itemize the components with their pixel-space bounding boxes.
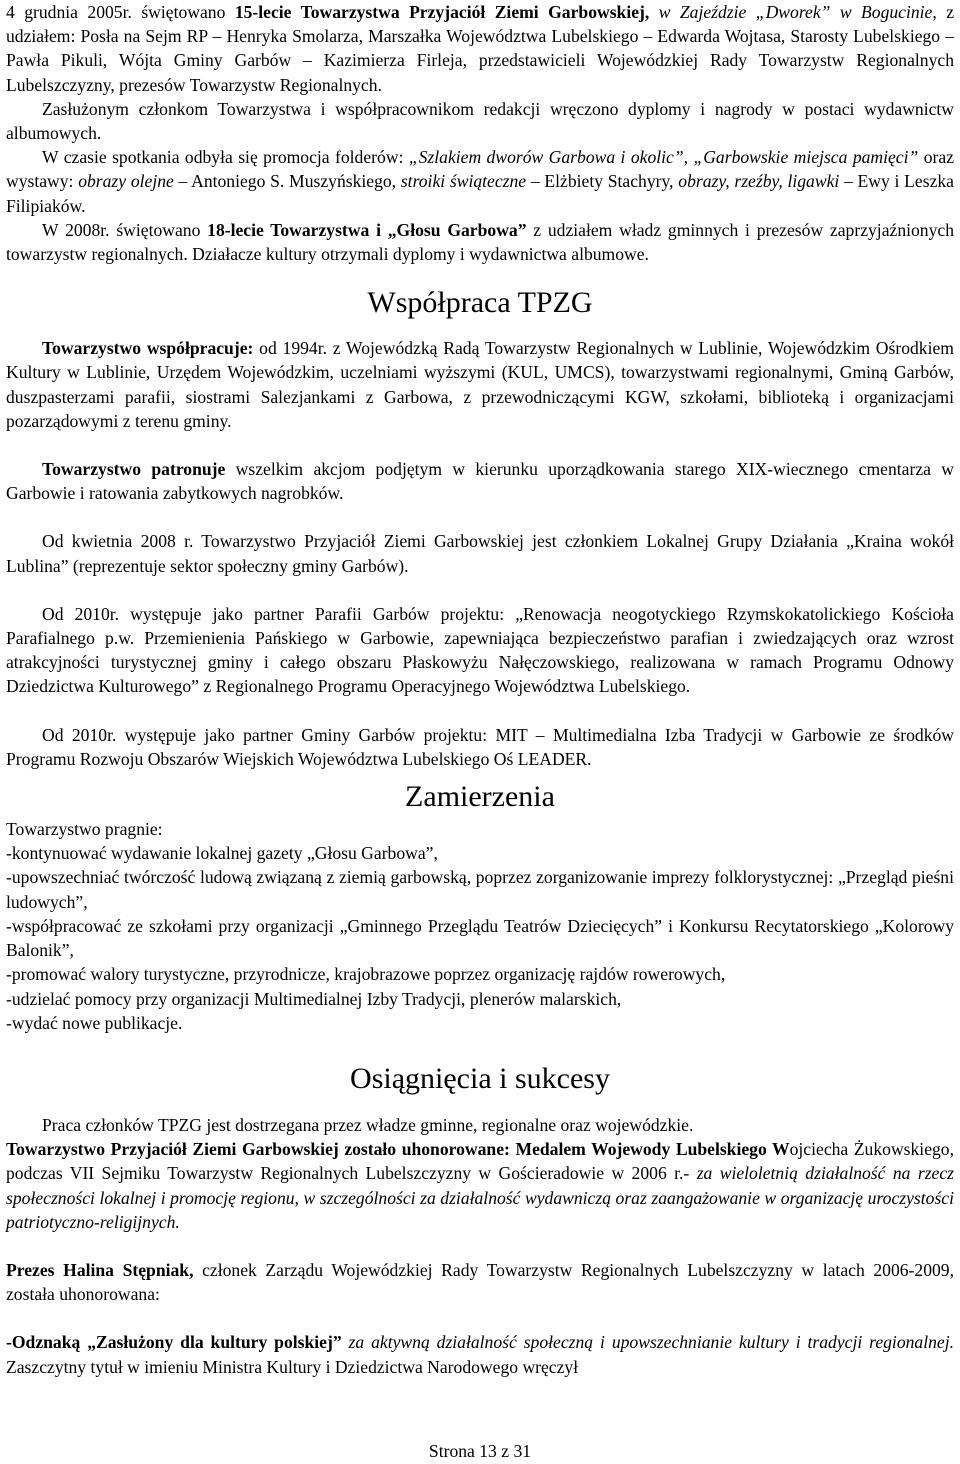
paragraph-anniversary-2005 <box>6 0 954 97</box>
goal-item: -współpracować ze szkołami przy organizacji „Gminnego Przeglądu Teatrów Dziecięcych” i Konkursu Recytatorskiego „Kolorowy Balonik”, <box>6 915 954 961</box>
heading-wspolpraca: Współpraca TPZG <box>367 286 593 320</box>
goal-item: -udzielać pomocy przy organizacji Multimedialnej Izby Tradycji, plenerów malarskich, <box>6 988 622 1009</box>
bold-text: 15-lecie Towarzystwa Przyjaciół Ziemi Garbowskiej, <box>234 2 650 22</box>
paragraph-lgd: Od kwietnia 2008 r. Towarzystwo Przyjaciół Ziemi Garbowskiej jest członkiem Lokalnej Grupy Działania „Kraina wokół Lublina” (reprezentuje sektor społeczny gminy Garbów). <box>6 531 954 576</box>
paragraph-recognition: Praca członków TPZG jest dostrzegana przez władze gminne, regionalne oraz wojewódzkie. <box>42 1114 694 1135</box>
text-run: – Ewy i Leszka Filipiaków. <box>6 171 954 216</box>
bold-text: -Odznaką „Zasłużony dla kultury polskiej” <box>6 1332 342 1353</box>
text-run <box>342 1332 349 1352</box>
text-run: oraz wystawy: <box>6 147 954 192</box>
text-run: 4 grudnia 2005r. świętowano <box>6 2 235 22</box>
bold-text: Towarzystwo patronuje <box>42 459 226 480</box>
paragraph-anniversary-2008 <box>6 218 954 266</box>
bold-text: Prezes Halina Stępniak, <box>6 1259 194 1280</box>
text-run: członek Zarządu Wojewódzkiej Rady Towarzystw Regionalnych Lubelszczyzny w latach 2006-2009, została uhonorowana: <box>6 1259 954 1305</box>
text-run <box>649 2 658 22</box>
text-run: ojciecha Żukowskiego, podczas VII Sejmiku Towarzystw Regionalnych Lubelszczyzny w Gościeradowie w 2006 r.- <box>6 1139 954 1184</box>
bold-text: 18-lecie Towarzystwa i „Głosu Garbowa” <box>207 219 527 240</box>
italic-text: „Szlakiem dworów Garbowa i okolic”, „Garbowskie miejsca pamięci” <box>408 147 919 168</box>
goal-item: -promować walory turystyczne, przyrodnicze, krajobrazowe poprzez organizację rajdów rowerowych, <box>6 964 726 985</box>
text-run: , z udziałem: Posła na Sejm RP – Henryka Smolarza, Marszałka Województwa Lubelskiego – Edwarda Wojtasa, Starosty Lubelskiego – Pawła Pikuli, Wójta Gminy Garbów – Kazimierza Firleja, przedstawicieli Wojewódzkiej Rady Towarzystw Regionalnych Lubelszczyzny, prezesów Towarzystw Regionalnych. <box>6 2 955 95</box>
bold-text: Towarzystwo Przyjaciół Ziemi Garbowskiej zostało uhonorowane: Medalem Wojewody Lubelskiego W <box>6 1139 790 1160</box>
paragraph-mit-project: Od 2010r. występuje jako partner Gminy Garbów projektu: MIT – Multimedialna Izba Tradycji w Garbowie ze środków Programu Rozwoju Obszarów Wiejskich Województwa Lubelskiego Oś LEADER. <box>6 724 954 769</box>
heading-zamierzenia: Zamierzenia <box>405 780 555 814</box>
text-run: W czasie spotkania odbyła się promocja folderów: <box>42 147 409 168</box>
italic-text: za aktywną działalność społeczną i upowszechnianie kultury i tradycji regionalnej. <box>348 1332 954 1353</box>
text-run: W 2008r. świętowano <box>42 219 208 240</box>
goal-item: -wydać nowe publikacje. <box>6 1012 183 1033</box>
bold-text: Towarzystwo współpracuje: <box>42 338 254 359</box>
heading-osiagniecia: Osiągnięcia i sukcesy <box>350 1061 610 1095</box>
paragraph-patronage <box>6 457 954 505</box>
italic-text: w Zajeździe „Dworek” w Bogucinie <box>658 2 933 22</box>
text-run: – Antoniego S. Muszyńskiego, <box>173 171 401 192</box>
text-run: z udziałem władz gminnych i prezesów zaprzyjaźnionych towarzystw regionalnych. Działacze kultury otrzymali dyplomy i wydawnictwa albumowe. <box>6 219 954 265</box>
paragraph-awards: Zasłużonym członkom Towarzystwa i współpracownikom redakcji wręczono dyplomy i nagrody w postaci wydawnictw albumowych. <box>6 98 954 144</box>
goals-intro: Towarzystwo pragnie: <box>6 819 163 840</box>
text-run: od 1994r. z Wojewódzką Radą Towarzystw Regionalnych w Lublinie, Wojewódzkim Ośrodkiem Kultury w Lublinie, Urzędem Wojewódzkim, uczelniami wyższymi (KUL, UMCS), towarzystwami regionalnymi, Gminą Garbów, duszpasterzami parafii, siostrami Salezjankami z Garbowa, z przewodniczącymi KGW, szkołami, biblioteką i organizacjami pozarządowymi z terenu gminy. <box>6 338 954 431</box>
paragraph-president <box>6 1258 954 1306</box>
italic-text: obrazy olejne <box>78 171 174 192</box>
page-number: Strona 13 z 31 <box>428 1441 532 1461</box>
italic-text: obrazy, rzeźby, ligawki <box>678 171 840 192</box>
goal-item: -kontynuować wydawanie lokalnej gazety „Głosu Garbowa”, <box>6 843 438 864</box>
paragraph-badge <box>6 1330 954 1378</box>
text-run: wszelkim akcjom podjętym w kierunku uporządkowania starego XIX-wiecznego cmentarza w Garbowie i ratowania zabytkowych nagrobków. <box>6 459 954 504</box>
paragraph-parish-project: Od 2010r. występuje jako partner Parafii Garbów projektu: „Renowacja neogotyckiego Rzymskokatolickiego Kościoła Parafialnego p.w. Przemienienia Pańskiego w Garbowie, zapewniająca bezpieczeństwo parafian i zwiedzających oraz wzrost atrakcyjności turystycznej gminy i całego obszaru Płaskowyżu Nałęczowskiego, realizowana w ramach Programu Odnowy Dziedzictwa Kulturowego” z Regionalnego Programu Operacyjnego Województwa Lubelskiego. <box>6 603 954 697</box>
goal-item: -upowszechniać twórczość ludową związaną z ziemią garbowską, poprzez zorganizowanie imprezy folklorystycznej: „Przegląd pieśni ludowych”, <box>6 867 954 912</box>
text-run: Zaszczytny tytuł w imieniu Ministra Kultury i Dziedzictwa Narodowego wręczył <box>6 1356 579 1377</box>
paragraph-cooperation <box>6 336 954 433</box>
italic-text: stroiki świąteczne <box>400 171 527 192</box>
document-page <box>6 0 954 1379</box>
italic-text: za wieloletnią działalność na rzecz społeczności lokalnej i promocję regionu, w szczególności za działalność wydawniczą oraz zaangażowanie w organizację uroczystości patriotyczno-religijnych. <box>6 1163 954 1232</box>
paragraph-promotion <box>6 145 954 218</box>
text-run: – Elżbiety Stachyry, <box>526 171 679 192</box>
paragraph-medal <box>6 1137 954 1234</box>
